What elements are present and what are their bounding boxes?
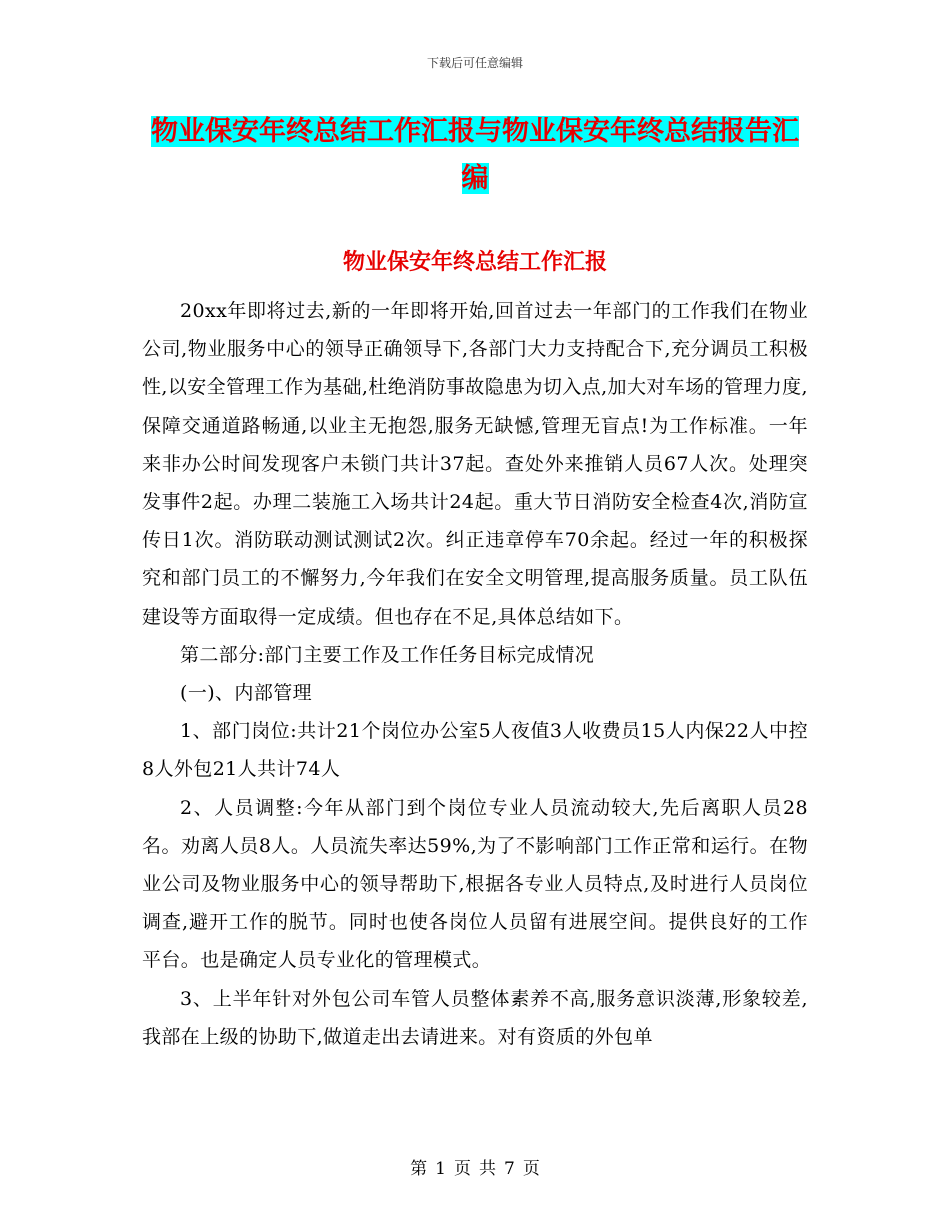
section-title: 物业保安年终总结工作汇报: [342, 250, 607, 275]
document-title-text: 物业保安年终总结工作汇报与物业保安年终总结报告汇编: [151, 116, 799, 194]
page-footer: [0, 1154, 950, 1179]
paragraph: 20xx年即将过去,新的一年即将开始,回首过去一年部门的工作我们在物业公司,物业服务中心的领导正确领导下,各部门大力支持配合下,充分调员工积极性,以安全管理工作为基础,杜绝消防事故隐患为切入点,加大对车场的管理力度,保障交通道路畅通,以业主无抱怨,服务无缺憾,管理无盲点!为工作标准。一年来非办公时间发现客户未锁门共计37起。查处外来推销人员67人次。处理突发事件2起。办理二装施工入场共计24起。重大节日消防安全检查4次,消防宣传日1次。消防联动测试测试2次。纠正违章停车70余起。经过一年的积极探究和部门员工的不懈努力,今年我们在安全文明管理,提高服务质量。员工队伍建设等方面取得一定成绩。但也存在不足,具体总结如下。: [142, 300, 808, 628]
paragraph: 1、部门岗位:共计21个岗位办公室5人夜值3人收费员15人内保22人中控8人外包21人共计74人: [142, 720, 808, 781]
paragraph: 3、上半年针对外包公司车管人员整体素养不高,服务意识淡薄,形象较差,我部在上级的协助下,做道走出去请进来。对有资质的外包单: [142, 987, 808, 1048]
page-label-prefix: 第: [410, 1159, 428, 1179]
page-current: 1: [435, 1159, 446, 1179]
page-label-mid: 页: [454, 1159, 471, 1179]
page-total-prefix: 共: [479, 1159, 496, 1179]
document-body: [142, 292, 808, 1056]
header-note: 下载后可任意编辑: [426, 56, 523, 70]
paragraph: 2、人员调整:今年从部门到个岗位专业人员流动较大,先后离职人员28名。劝离人员8人。人员流失率达59%,为了不影响部门工作正常和运行。在物业公司及物业服务中心的领导帮助下,根据各专业人员特点,及时进行人员岗位调查,避开工作的脱节。同时也使各岗位人员留有进展空间。提供良好的工作平台。也是确定人员专业化的管理模式。: [142, 796, 808, 972]
document-title: [140, 108, 810, 202]
page-total: 7: [504, 1159, 515, 1179]
paragraph: 第二部分:部门主要工作及工作任务目标完成情况: [180, 643, 595, 666]
paragraph: (一)、内部管理: [180, 682, 313, 705]
page-label-suffix: 页: [522, 1159, 540, 1179]
